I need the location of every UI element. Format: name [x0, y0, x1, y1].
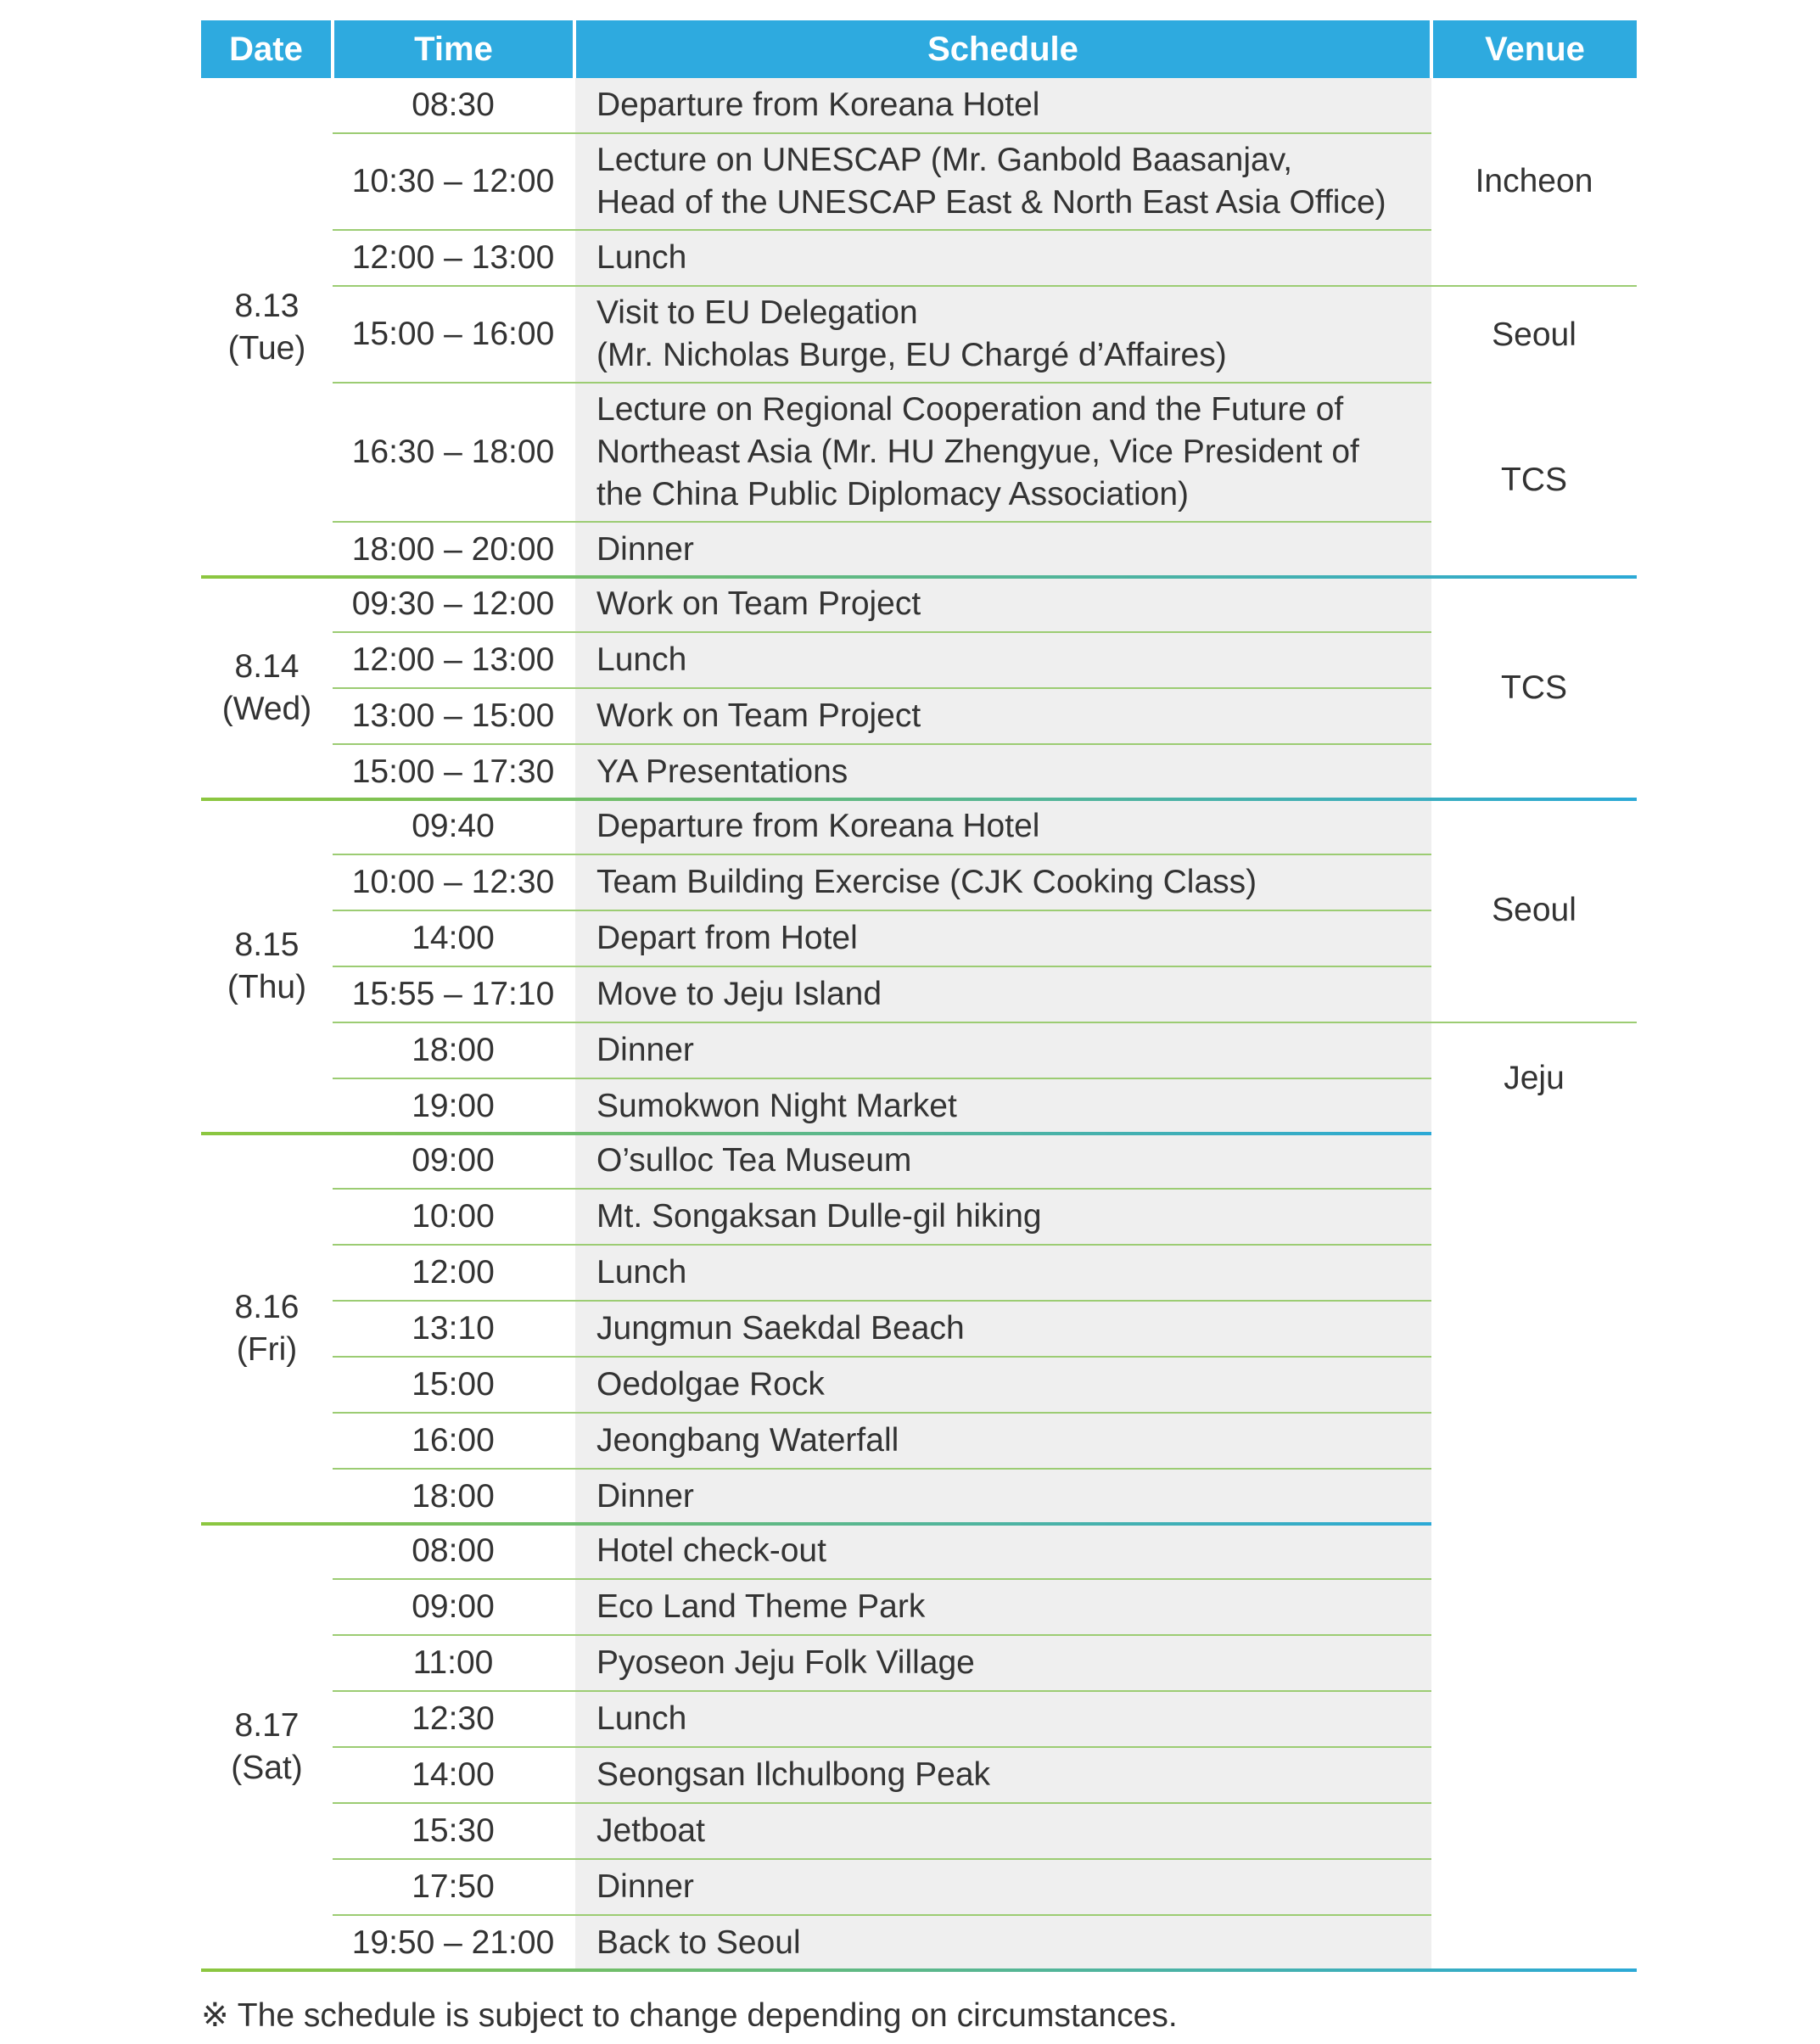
time-cell: 10:30 – 12:00: [333, 133, 574, 230]
schedule-line: Dinner: [596, 1032, 694, 1068]
time-cell: 19:50 – 21:00: [333, 1915, 574, 1970]
schedule-line: Lecture on UNESCAP (Mr. Ganbold Baasanjav,: [596, 142, 1293, 178]
time-cell: 15:30: [333, 1803, 574, 1859]
schedule-line: Work on Team Project: [596, 585, 921, 622]
schedule-cell: [574, 1134, 1431, 1189]
table-row: [201, 78, 1637, 133]
schedule-note: ※ The schedule is subject to change depending on circumstances.: [201, 1997, 1178, 2034]
venue-cell: Seoul: [1492, 316, 1576, 353]
schedule-cell: [574, 1524, 1431, 1579]
schedule-line: O’sulloc Tea Museum: [596, 1142, 912, 1179]
date-label: 8.13: [234, 288, 300, 324]
schedule-line: Departure from Koreana Hotel: [596, 808, 1040, 844]
schedule-cell: [574, 1189, 1431, 1245]
schedule-cell: [574, 799, 1431, 854]
schedule-line: Seongsan Ilchulbong Peak: [596, 1756, 991, 1793]
venue-cell: TCS: [1501, 461, 1567, 498]
table-row: [201, 1635, 1637, 1691]
table-row: [201, 966, 1637, 1022]
date-cell: [201, 1524, 333, 1970]
table-row: [201, 1691, 1637, 1747]
table-row: [201, 1134, 1637, 1189]
time-cell: 12:00 – 13:00: [333, 230, 574, 286]
schedule-cell: [574, 78, 1431, 133]
time-cell: 10:00 – 12:30: [333, 854, 574, 910]
table-row: [201, 1524, 1637, 1579]
weekday-label: (Tue): [227, 330, 306, 367]
schedule-cell: [574, 1579, 1431, 1635]
table-row: [201, 1579, 1637, 1635]
schedule-cell: [574, 286, 1431, 383]
table-row: [201, 688, 1637, 744]
column-header-date: Date: [201, 20, 333, 78]
time-cell: 14:00: [333, 910, 574, 966]
weekday-label: (Wed): [221, 691, 312, 727]
table-row: [201, 1245, 1637, 1301]
schedule-line: Lunch: [596, 641, 687, 678]
time-cell: 13:00 – 15:00: [333, 688, 574, 744]
day-separator-line: [201, 1968, 1637, 1972]
table-row: [201, 1469, 1637, 1524]
schedule-line: Dinner: [596, 1868, 694, 1905]
schedule-line: Work on Team Project: [596, 697, 921, 734]
schedule-line: Pyoseon Jeju Folk Village: [596, 1644, 975, 1681]
table-header: [201, 20, 1637, 78]
day-group: [201, 1134, 1637, 1524]
schedule-line: Jeongbang Waterfall: [596, 1422, 899, 1459]
schedule-cell: [574, 133, 1431, 230]
schedule-cell: [574, 1413, 1431, 1469]
time-cell: 09:00: [333, 1579, 574, 1635]
schedule-cell: [574, 1469, 1431, 1524]
time-cell: 09:40: [333, 799, 574, 854]
schedule-cell: [574, 744, 1431, 799]
schedule-cell: [574, 1301, 1431, 1357]
schedule-cell: [574, 1691, 1431, 1747]
time-cell: 19:00: [333, 1078, 574, 1134]
table-row: [201, 1301, 1637, 1357]
day-separator-line: [201, 1132, 1431, 1135]
schedule-cell: [574, 1747, 1431, 1803]
schedule-cell: [574, 577, 1431, 632]
schedule-cell: [574, 688, 1431, 744]
venue-cell: Seoul: [1431, 799, 1637, 1022]
schedule-line: Hotel check-out: [596, 1532, 826, 1569]
schedule-cell: [574, 910, 1431, 966]
time-cell: 18:00 – 20:00: [333, 522, 574, 577]
schedule-line: Departure from Koreana Hotel: [596, 87, 1040, 123]
schedule-cell: [574, 522, 1431, 577]
time-cell: 08:30: [333, 78, 574, 133]
column-header-schedule: Schedule: [574, 20, 1431, 78]
table-row: [201, 1413, 1637, 1469]
date-cell: [201, 577, 333, 799]
table-row: [201, 133, 1637, 230]
schedule-line: Lunch: [596, 1700, 687, 1737]
time-cell: 14:00: [333, 1747, 574, 1803]
table-row: [201, 854, 1637, 910]
schedule-cell: [574, 632, 1431, 688]
schedule-cell: [574, 1078, 1431, 1134]
weekday-label: (Fri): [236, 1331, 298, 1368]
schedule-line: Move to Jeju Island: [596, 976, 882, 1012]
time-cell: 15:55 – 17:10: [333, 966, 574, 1022]
time-cell: 16:30 – 18:00: [333, 383, 574, 522]
time-cell: 10:00: [333, 1189, 574, 1245]
time-cell: 12:30: [333, 1691, 574, 1747]
weekday-label: (Thu): [227, 969, 307, 1005]
schedule-cell: [574, 1803, 1431, 1859]
schedule-cell: [574, 1859, 1431, 1915]
schedule-cell: [574, 1357, 1431, 1413]
venue-cell: TCS: [1501, 669, 1567, 706]
table-row: [201, 1859, 1637, 1915]
schedule-table: [201, 20, 1637, 1970]
date-label: 8.16: [234, 1289, 300, 1325]
date-label: 8.14: [234, 648, 300, 685]
table-row: [201, 383, 1637, 522]
table-row: [201, 799, 1637, 854]
weekday-label: (Sat): [231, 1750, 303, 1786]
schedule-cell: [574, 383, 1431, 522]
time-cell: 09:30 – 12:00: [333, 577, 574, 632]
table-row: [201, 1803, 1637, 1859]
time-cell: 09:00: [333, 1134, 574, 1189]
schedule-line: Lecture on Regional Cooperation and the Future of: [596, 391, 1344, 428]
table-row: [201, 286, 1637, 383]
schedule-line: Jungmun Saekdal Beach: [596, 1310, 965, 1347]
day-group: [201, 78, 1637, 577]
schedule-cell: [574, 854, 1431, 910]
table-row: [201, 230, 1637, 286]
table-row: [201, 1022, 1637, 1078]
date-cell: [201, 799, 333, 1134]
schedule-cell: [574, 1915, 1431, 1970]
schedule-line: Lunch: [596, 239, 687, 276]
date-label: 8.17: [234, 1707, 300, 1744]
time-cell: 18:00: [333, 1469, 574, 1524]
venue-cell: Incheon: [1431, 78, 1637, 286]
schedule-cell: [574, 1245, 1431, 1301]
time-cell: 08:00: [333, 1524, 574, 1579]
column-header-venue: Venue: [1431, 20, 1637, 78]
time-cell: 13:10: [333, 1301, 574, 1357]
column-header-time: Time: [333, 20, 574, 78]
time-cell: 15:00 – 17:30: [333, 744, 574, 799]
table-row: [201, 910, 1637, 966]
table-row: [201, 744, 1637, 799]
schedule-line: Sumokwon Night Market: [596, 1088, 957, 1124]
schedule-cell: [574, 230, 1431, 286]
schedule-line: Eco Land Theme Park: [596, 1588, 926, 1625]
schedule-line: Dinner: [596, 1478, 694, 1515]
schedule-line: Mt. Songaksan Dulle-gil hiking: [596, 1198, 1042, 1235]
table-row: [201, 1078, 1637, 1134]
schedule-line: Jetboat: [596, 1812, 705, 1849]
schedule-cell: [574, 1022, 1431, 1078]
schedule-line: Depart from Hotel: [596, 920, 858, 956]
time-cell: 12:00: [333, 1245, 574, 1301]
table-row: [201, 1747, 1637, 1803]
schedule-line: Lunch: [596, 1254, 687, 1291]
time-cell: 12:00 – 13:00: [333, 632, 574, 688]
table-row: [201, 577, 1637, 632]
day-separator-line: [201, 575, 1637, 579]
day-separator-line: [201, 1522, 1431, 1526]
table-row: [201, 1357, 1637, 1413]
schedule-line: (Mr. Nicholas Burge, EU Chargé d’Affaires): [596, 337, 1227, 373]
schedule-line: Head of the UNESCAP East & North East Asia Office): [596, 184, 1386, 221]
schedule-line: YA Presentations: [596, 753, 848, 790]
time-cell: 17:50: [333, 1859, 574, 1915]
schedule-line: Oedolgae Rock: [596, 1366, 825, 1403]
time-cell: 15:00 – 16:00: [333, 286, 574, 383]
schedule-cell: [574, 966, 1431, 1022]
day-separator-line: [201, 798, 1637, 801]
schedule-line: Northeast Asia (Mr. HU Zhengyue, Vice President of: [596, 434, 1359, 470]
time-cell: 16:00: [333, 1413, 574, 1469]
date-label: 8.15: [234, 927, 300, 963]
schedule-line: Back to Seoul: [596, 1924, 801, 1961]
day-group: [201, 577, 1637, 799]
schedule-line: Visit to EU Delegation: [596, 294, 918, 331]
time-cell: 15:00: [333, 1357, 574, 1413]
date-cell: [201, 1134, 333, 1524]
date-cell: [201, 78, 333, 577]
table-row: [201, 632, 1637, 688]
schedule-line: Team Building Exercise (CJK Cooking Class): [596, 864, 1257, 900]
schedule-line: the China Public Diplomacy Association): [596, 476, 1190, 512]
venue-cell: Jeju: [1504, 1060, 1565, 1096]
time-cell: 18:00: [333, 1022, 574, 1078]
schedule-line: Dinner: [596, 531, 694, 568]
time-cell: 11:00: [333, 1635, 574, 1691]
schedule-cell: [574, 1635, 1431, 1691]
day-group: [201, 1524, 1637, 1970]
day-group: [201, 799, 1637, 1134]
table-row: [201, 1915, 1637, 1970]
table-row: [201, 522, 1637, 577]
table-row: [201, 1189, 1637, 1245]
